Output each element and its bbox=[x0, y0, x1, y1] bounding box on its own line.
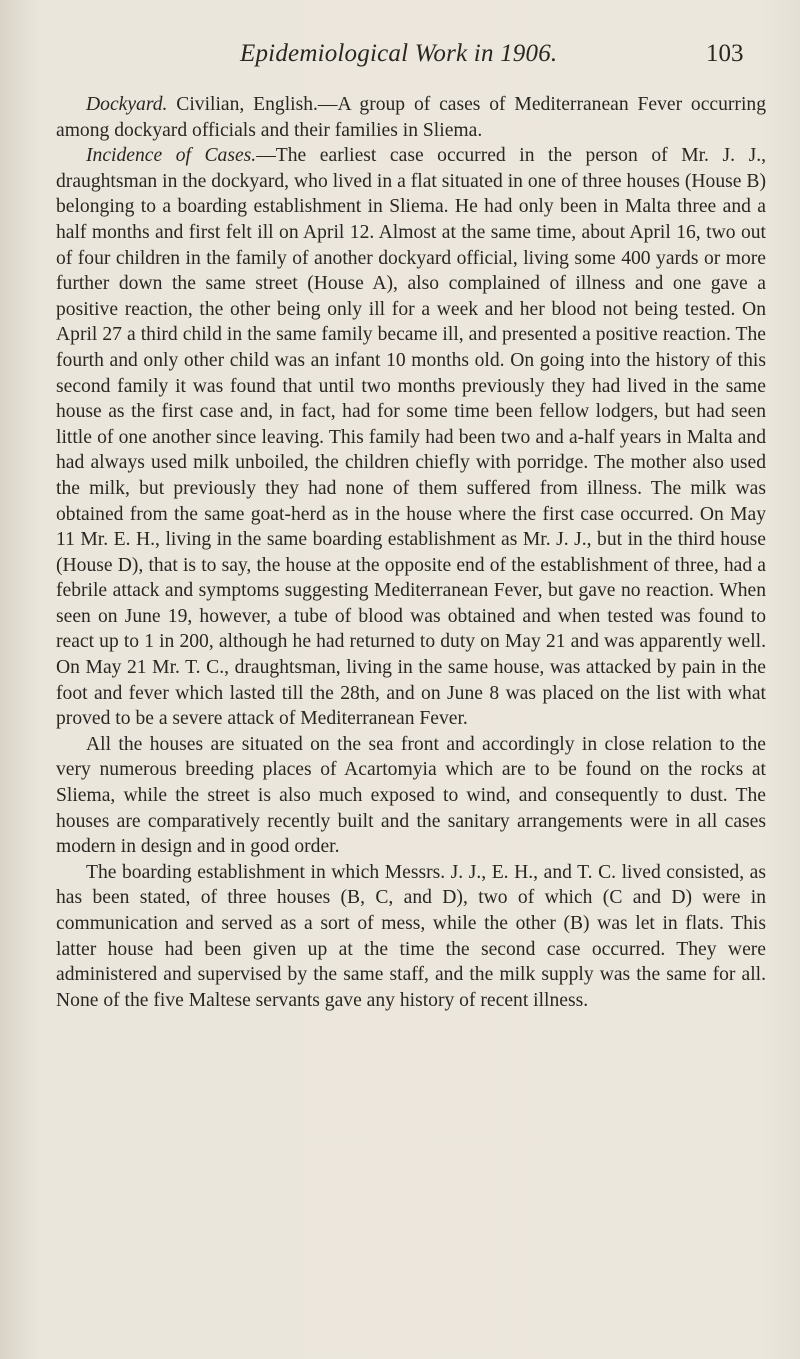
paragraph-incidence-of-cases bbox=[56, 143, 766, 732]
paragraph-text: —The earliest case occurred in the person of Mr. J. J., draughtsman in the dockyard, who lived in a flat situated in one of three houses (House B) belonging to a boarding establishment in Sliema. He had only been in Malta three and a half months and first felt ill on April 12. Almost at the same time, about April 16, two out of four children in the family of another dockyard official, living some 400 yards or more further down the same street (House A), also complained of illness and one gave a positive reaction, the other being only ill for a week and her blood not being tested. On April 27 a third child in the same family became ill, and presented a positive reaction. The fourth and only other child was an infant 10 months old. On going into the history of this second family it was found that until two months previously they had lived in the same house as the first case and, in fact, had for some time been fellow lodgers, but had seen little of one another since leaving. This family had been two and a-half years in Malta and had always used milk unboiled, the children chiefly with porridge. The mother also used the milk, but previously they had none of them suffered from illness. The milk was obtained from the same goat-herd as in the house where the first case occurred. On May 11 Mr. E. H., living in the same boarding establishment as Mr. J. J., but in the third house (House D), that is to say, the house at the opposite end of the establishment of three, had a febrile attack and symptoms suggesting Mediterranean Fever, but gave no reaction. When seen on June 19, however, a tube of blood was obtained and when tested was found to react up to 1 in 200, although he had returned to duty on May 21 and was apparently well. On May 21 Mr. T. C., draughtsman, living in the same house, was attacked by pain in the foot and fever which lasted till the 28th, and on June 8 was placed on the list with what proved to be a severe attack of Mediterranean Fever. bbox=[56, 145, 766, 730]
paragraph-text: All the houses are situated on the sea front and accordingly in close relation to the very numerous breeding places of Acartomyia which are to be found on the rocks at Sliema, while the street is also much exposed to wind, and consequently to dust. The houses are comparatively recently built and the sanitary arrangements were in all cases modern in design and in good order. bbox=[56, 733, 766, 858]
paragraph-text: Civilian, English.—A group of cases of Mediterranean Fever occurring among dockyard officials and their families in Sliema. bbox=[56, 94, 766, 141]
page-number: 103 bbox=[706, 40, 744, 67]
paragraph-dockyard bbox=[56, 92, 766, 143]
paragraph-boarding-establishment bbox=[56, 860, 766, 1014]
paragraph-lead-in: Dockyard. bbox=[86, 94, 168, 115]
running-title: Epidemiological Work in 1906. bbox=[240, 40, 558, 67]
running-head bbox=[0, 40, 800, 76]
paragraph-text: The boarding establishment in which Messrs. J. J., E. H., and T. C. lived consisted, as has been stated, of three houses (B, C, and D), two of which (C and D) were in communication and served as a sort of mess, while the other (B) was let in flats. This latter house had been given up at the time the second case occurred. They were administered and supervised by the same staff, and the milk supply was the same for all. None of the five Maltese servants gave any history of recent illness. bbox=[56, 861, 766, 1011]
paragraph-houses bbox=[56, 732, 766, 860]
paragraph-lead-in: Incidence of Cases. bbox=[86, 145, 257, 167]
body-text bbox=[56, 92, 766, 1013]
